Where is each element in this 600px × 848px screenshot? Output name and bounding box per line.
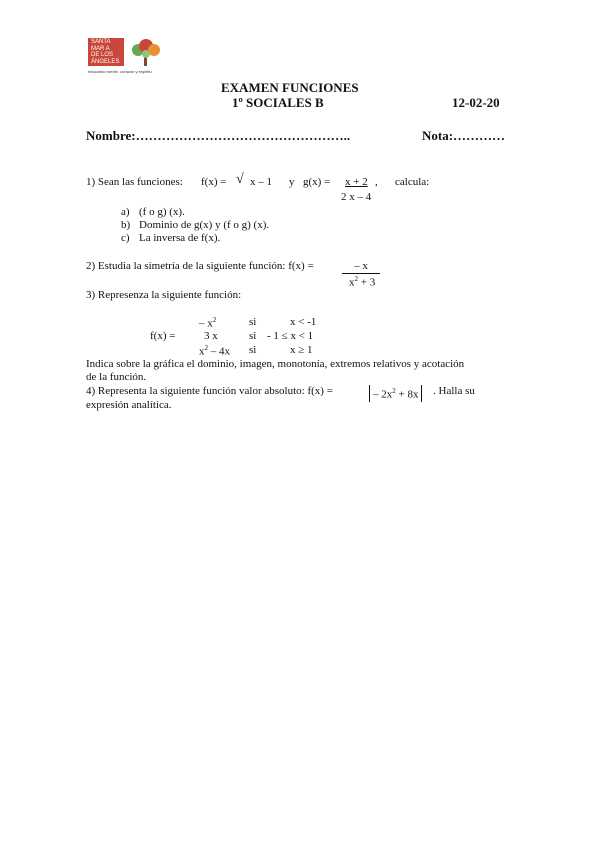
logo-line-3: DE LOS bbox=[91, 52, 114, 58]
q1-f-lhs: f(x) = bbox=[201, 176, 227, 188]
q1-item-c-marker: c) bbox=[121, 232, 130, 244]
name-field: Nombre:………………………………………….. bbox=[86, 128, 351, 143]
piece-1-condition: x < -1 bbox=[290, 316, 317, 328]
piece-2-expr: 3 x bbox=[204, 330, 218, 342]
piece-3-si: si bbox=[249, 344, 257, 356]
q1-g-denominator: 2 x – 4 bbox=[341, 191, 372, 203]
q1-f-rhs: x – 1 bbox=[250, 176, 272, 188]
q1-suffix: calcula: bbox=[395, 176, 430, 188]
piece-3-expr: $x^2 - 4x$ bbox=[199, 344, 230, 358]
logo-line-1: SANTA bbox=[91, 39, 111, 45]
q1-and: y bbox=[289, 176, 295, 188]
q1-g-lhs: g(x) = bbox=[303, 176, 331, 188]
piece-2-si: si bbox=[249, 330, 257, 342]
logo-badge bbox=[88, 38, 124, 66]
logo-tree-icon bbox=[126, 38, 166, 68]
q4-absolute-value: – $2x^2 + 8x$ bbox=[369, 385, 422, 402]
q3-note-line-1: Indica sobre la gráfica el dominio, imagen, monotonía, extremos relativos y acotación bbox=[86, 358, 465, 370]
exam-group: 1º SOCIALES B bbox=[232, 95, 324, 110]
q1-item-b-marker: b) bbox=[121, 219, 131, 231]
q1-item-a: (f o g) (x). bbox=[139, 206, 185, 218]
exam-title: EXAMEN FUNCIONES bbox=[221, 80, 359, 95]
q1-item-b: Dominio de g(x) y (f o g) (x). bbox=[139, 219, 270, 231]
piece-1-si: si bbox=[249, 316, 257, 328]
q4-suffix: . Halla su bbox=[433, 385, 475, 397]
school-logo bbox=[88, 38, 168, 78]
logo-line-2: MAR A bbox=[91, 45, 110, 52]
q4-text: 4) Representa la siguiente función valor absoluto: f(x) = bbox=[86, 385, 333, 397]
q2-text: 2) Estudia la simetría de la siguiente función: f(x) = bbox=[86, 260, 314, 272]
exam-date: 12-02-20 bbox=[452, 95, 500, 110]
q2-denominator: $x^2 + 3$ bbox=[349, 275, 376, 289]
grade-field: Nota:………… bbox=[422, 128, 506, 143]
q1-intro: 1) Sean las funciones: bbox=[86, 176, 183, 188]
piece-3-condition: x ≥ 1 bbox=[290, 344, 313, 356]
q3-text: 3) Represenza la siguiente función: bbox=[86, 289, 242, 301]
q1-item-c: La inversa de f(x). bbox=[139, 232, 221, 244]
q1-item-a-marker: a) bbox=[121, 206, 130, 218]
piece-2-condition: - 1 ≤ x < 1 bbox=[267, 330, 314, 342]
piece-1-expr: – $x^2$ bbox=[199, 316, 217, 330]
sqrt-symbol: √ bbox=[236, 172, 244, 187]
logo-line-4: ÁNGELES bbox=[91, 58, 120, 65]
logo-tagline: educando mente, corazón y espíritu bbox=[88, 69, 152, 74]
q2-numerator: – x bbox=[342, 260, 380, 274]
q3-lhs: f(x) = bbox=[150, 330, 176, 342]
q4-line-2: expresión analítica. bbox=[86, 399, 172, 411]
q1-g-numerator: x + 2 bbox=[345, 176, 368, 188]
q3-note-line-2: de la función. bbox=[86, 371, 147, 383]
